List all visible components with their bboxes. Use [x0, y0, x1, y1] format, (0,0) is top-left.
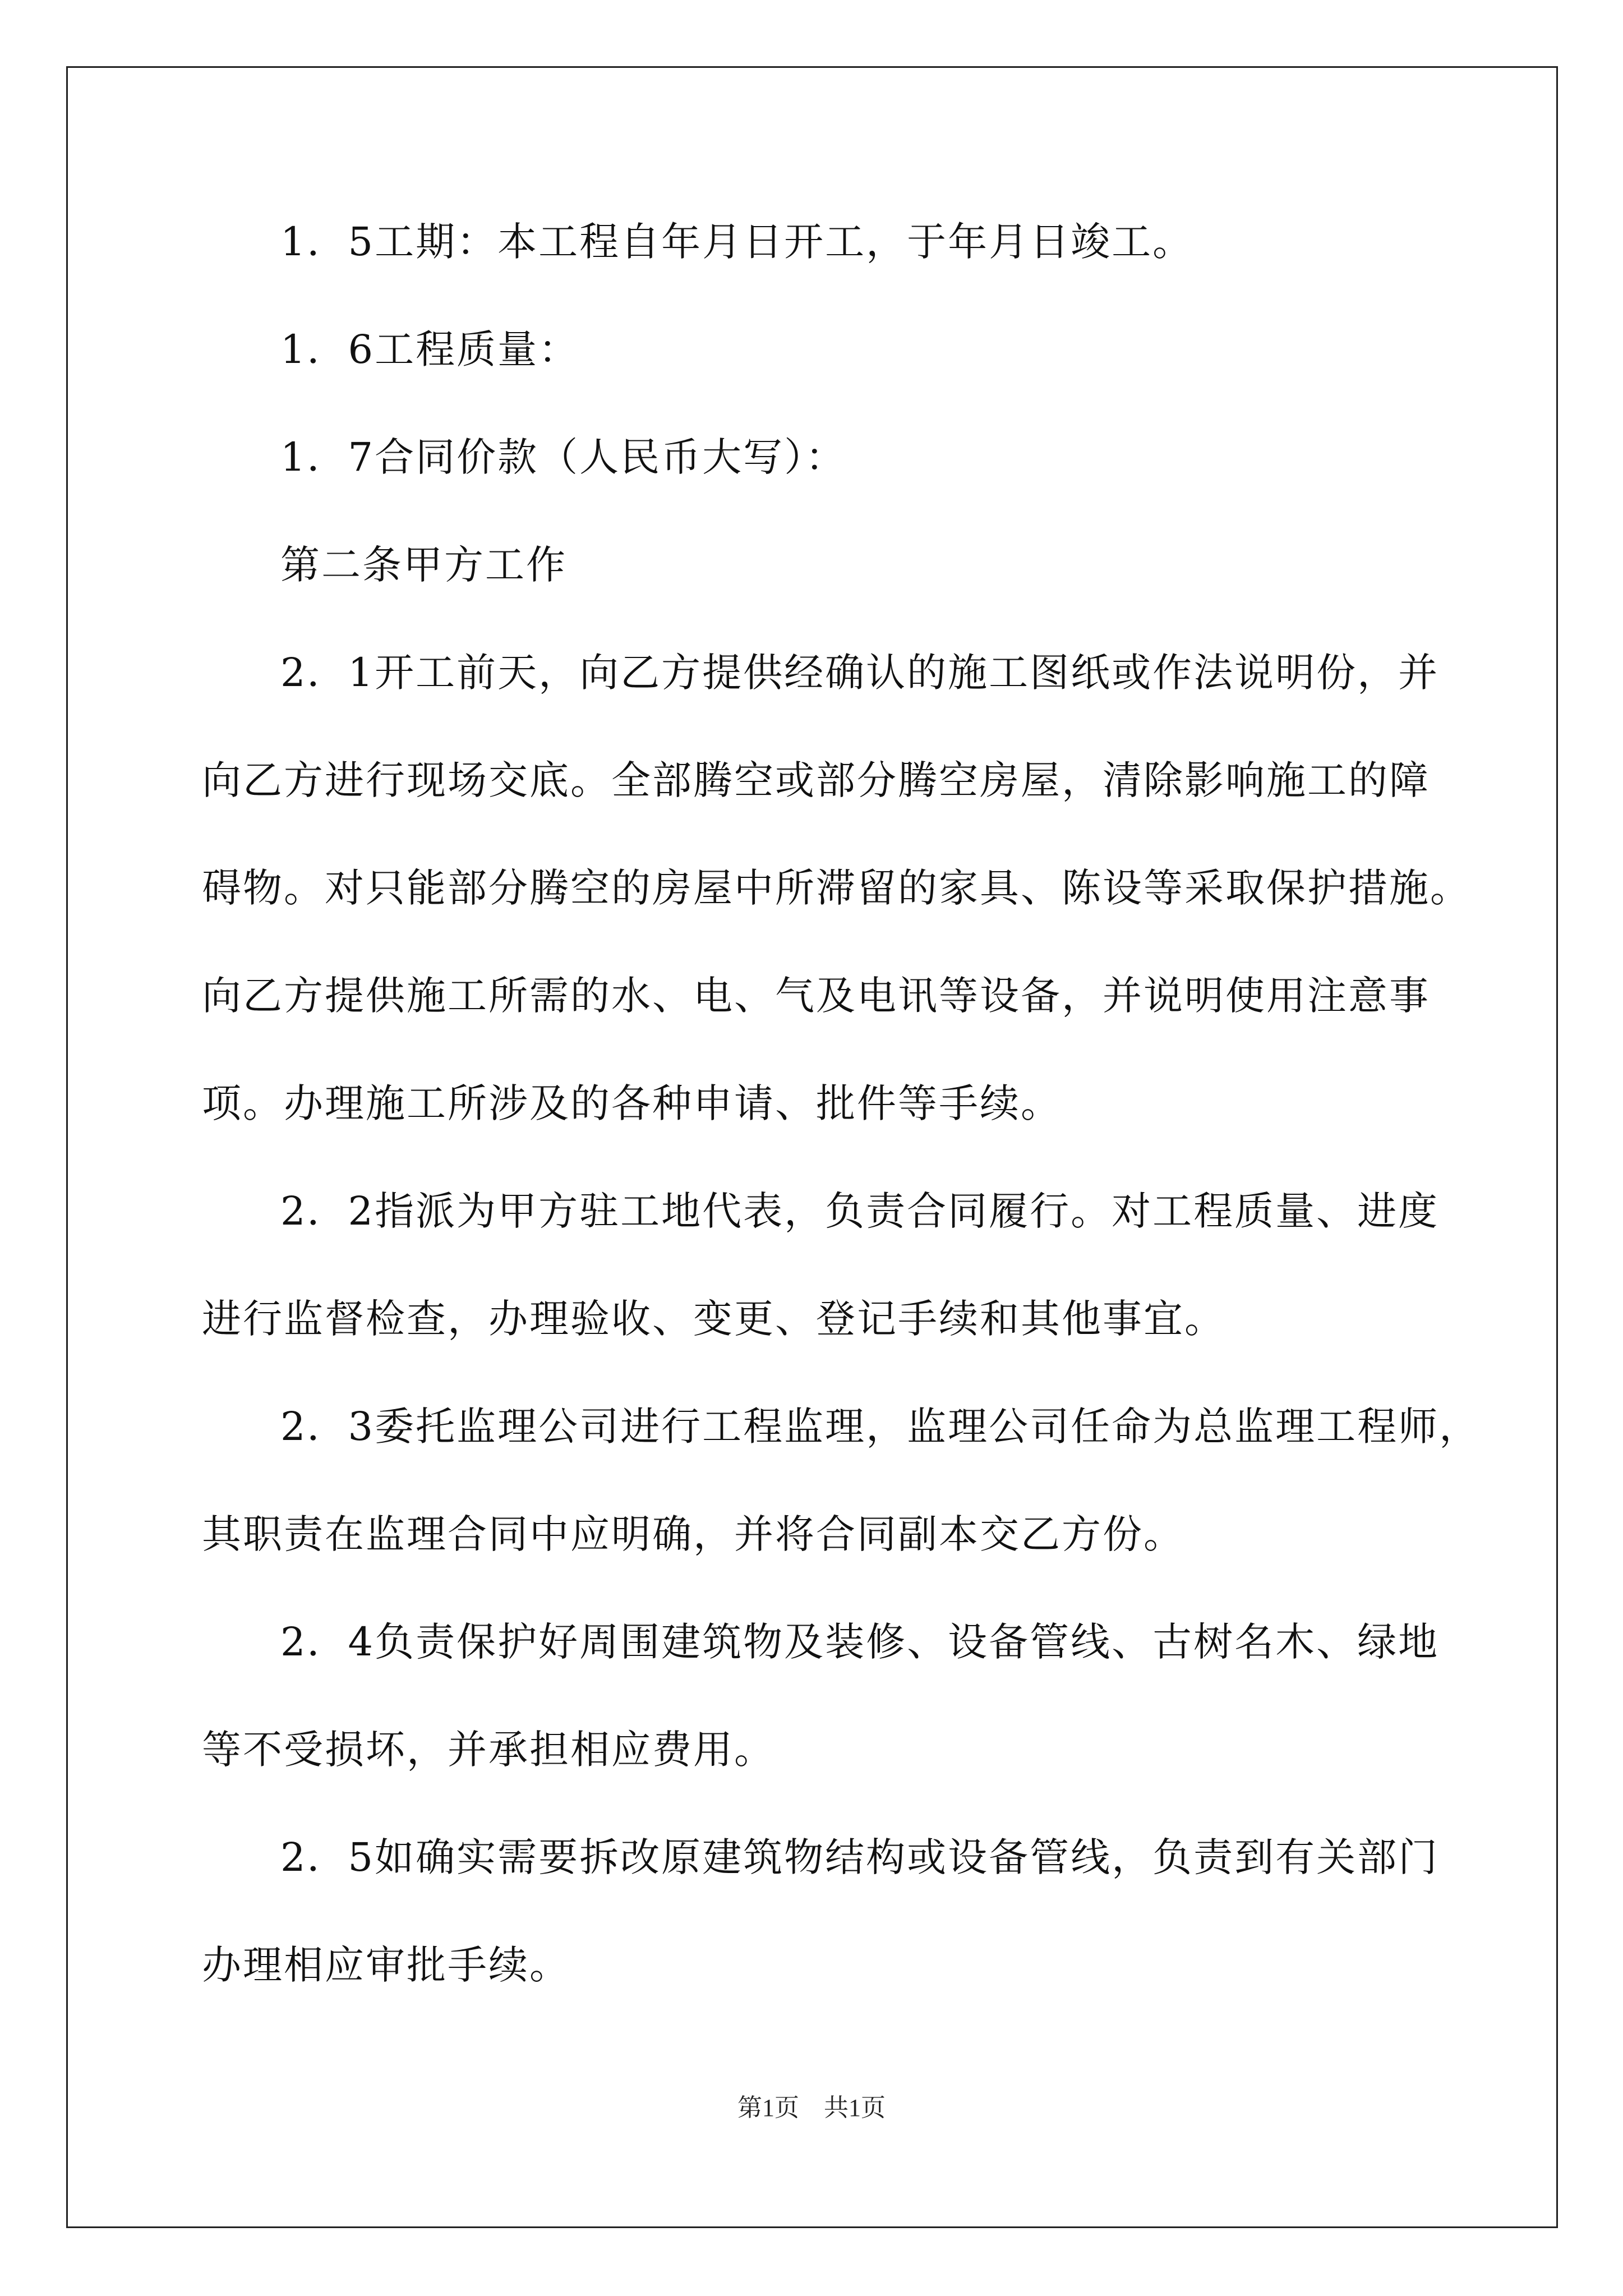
- clause-2-3-line-1: 2．3委托监理公司进行工程监理，监理公司任命为总监理工程师，: [280, 1404, 1481, 1450]
- clause-2-5-line-2: 办理相应审批手续。: [202, 1942, 570, 1988]
- clause-1-7: 1．7合同价款（人民币大写）：: [280, 434, 847, 480]
- clause-2-1-line-4: 向乙方提供施工所需的水、电、气及电讯等设备，并说明使用注意事: [202, 973, 1430, 1019]
- clause-2-4-line-2: 等不受损坏，并承担相应费用。: [202, 1727, 775, 1773]
- clause-2-1-line-5: 项。办理施工所涉及的各种申请、批件等手续。: [202, 1080, 1062, 1126]
- clause-2-4-line-1: 2．4负责保护好周围建筑物及装修、设备管线、古树名木、绿地: [280, 1619, 1440, 1665]
- section-heading-article-2: 第二条甲方工作: [280, 542, 567, 588]
- clause-2-2-line-2: 进行监督检查，办理验收、变更、登记手续和其他事宜。: [202, 1296, 1225, 1342]
- clause-2-1-line-3: 碍物。对只能部分腾空的房屋中所滞留的家具、陈设等采取保护措施。: [202, 865, 1471, 911]
- clause-1-5: 1．5工期：本工程自年月日开工，于年月日竣工。: [280, 219, 1194, 265]
- clause-2-2-line-1: 2．2指派为甲方驻工地代表，负责合同履行。对工程质量、进度: [280, 1188, 1440, 1234]
- page-number-footer: 第1页 共1页: [737, 2094, 886, 2122]
- clause-2-1-line-1: 2．1开工前天，向乙方提供经确认的施工图纸或作法说明份，并: [280, 650, 1440, 696]
- clause-2-5-line-1: 2．5如确实需要拆改原建筑物结构或设备管线，负责到有关部门: [280, 1834, 1440, 1880]
- page-border: [66, 66, 1558, 2228]
- clause-2-1-line-2: 向乙方进行现场交底。全部腾空或部分腾空房屋，清除影响施工的障: [202, 757, 1430, 803]
- clause-2-3-line-2: 其职责在监理合同中应明确，并将合同副本交乙方份。: [202, 1511, 1184, 1557]
- clause-1-6: 1．6工程质量：: [280, 326, 580, 372]
